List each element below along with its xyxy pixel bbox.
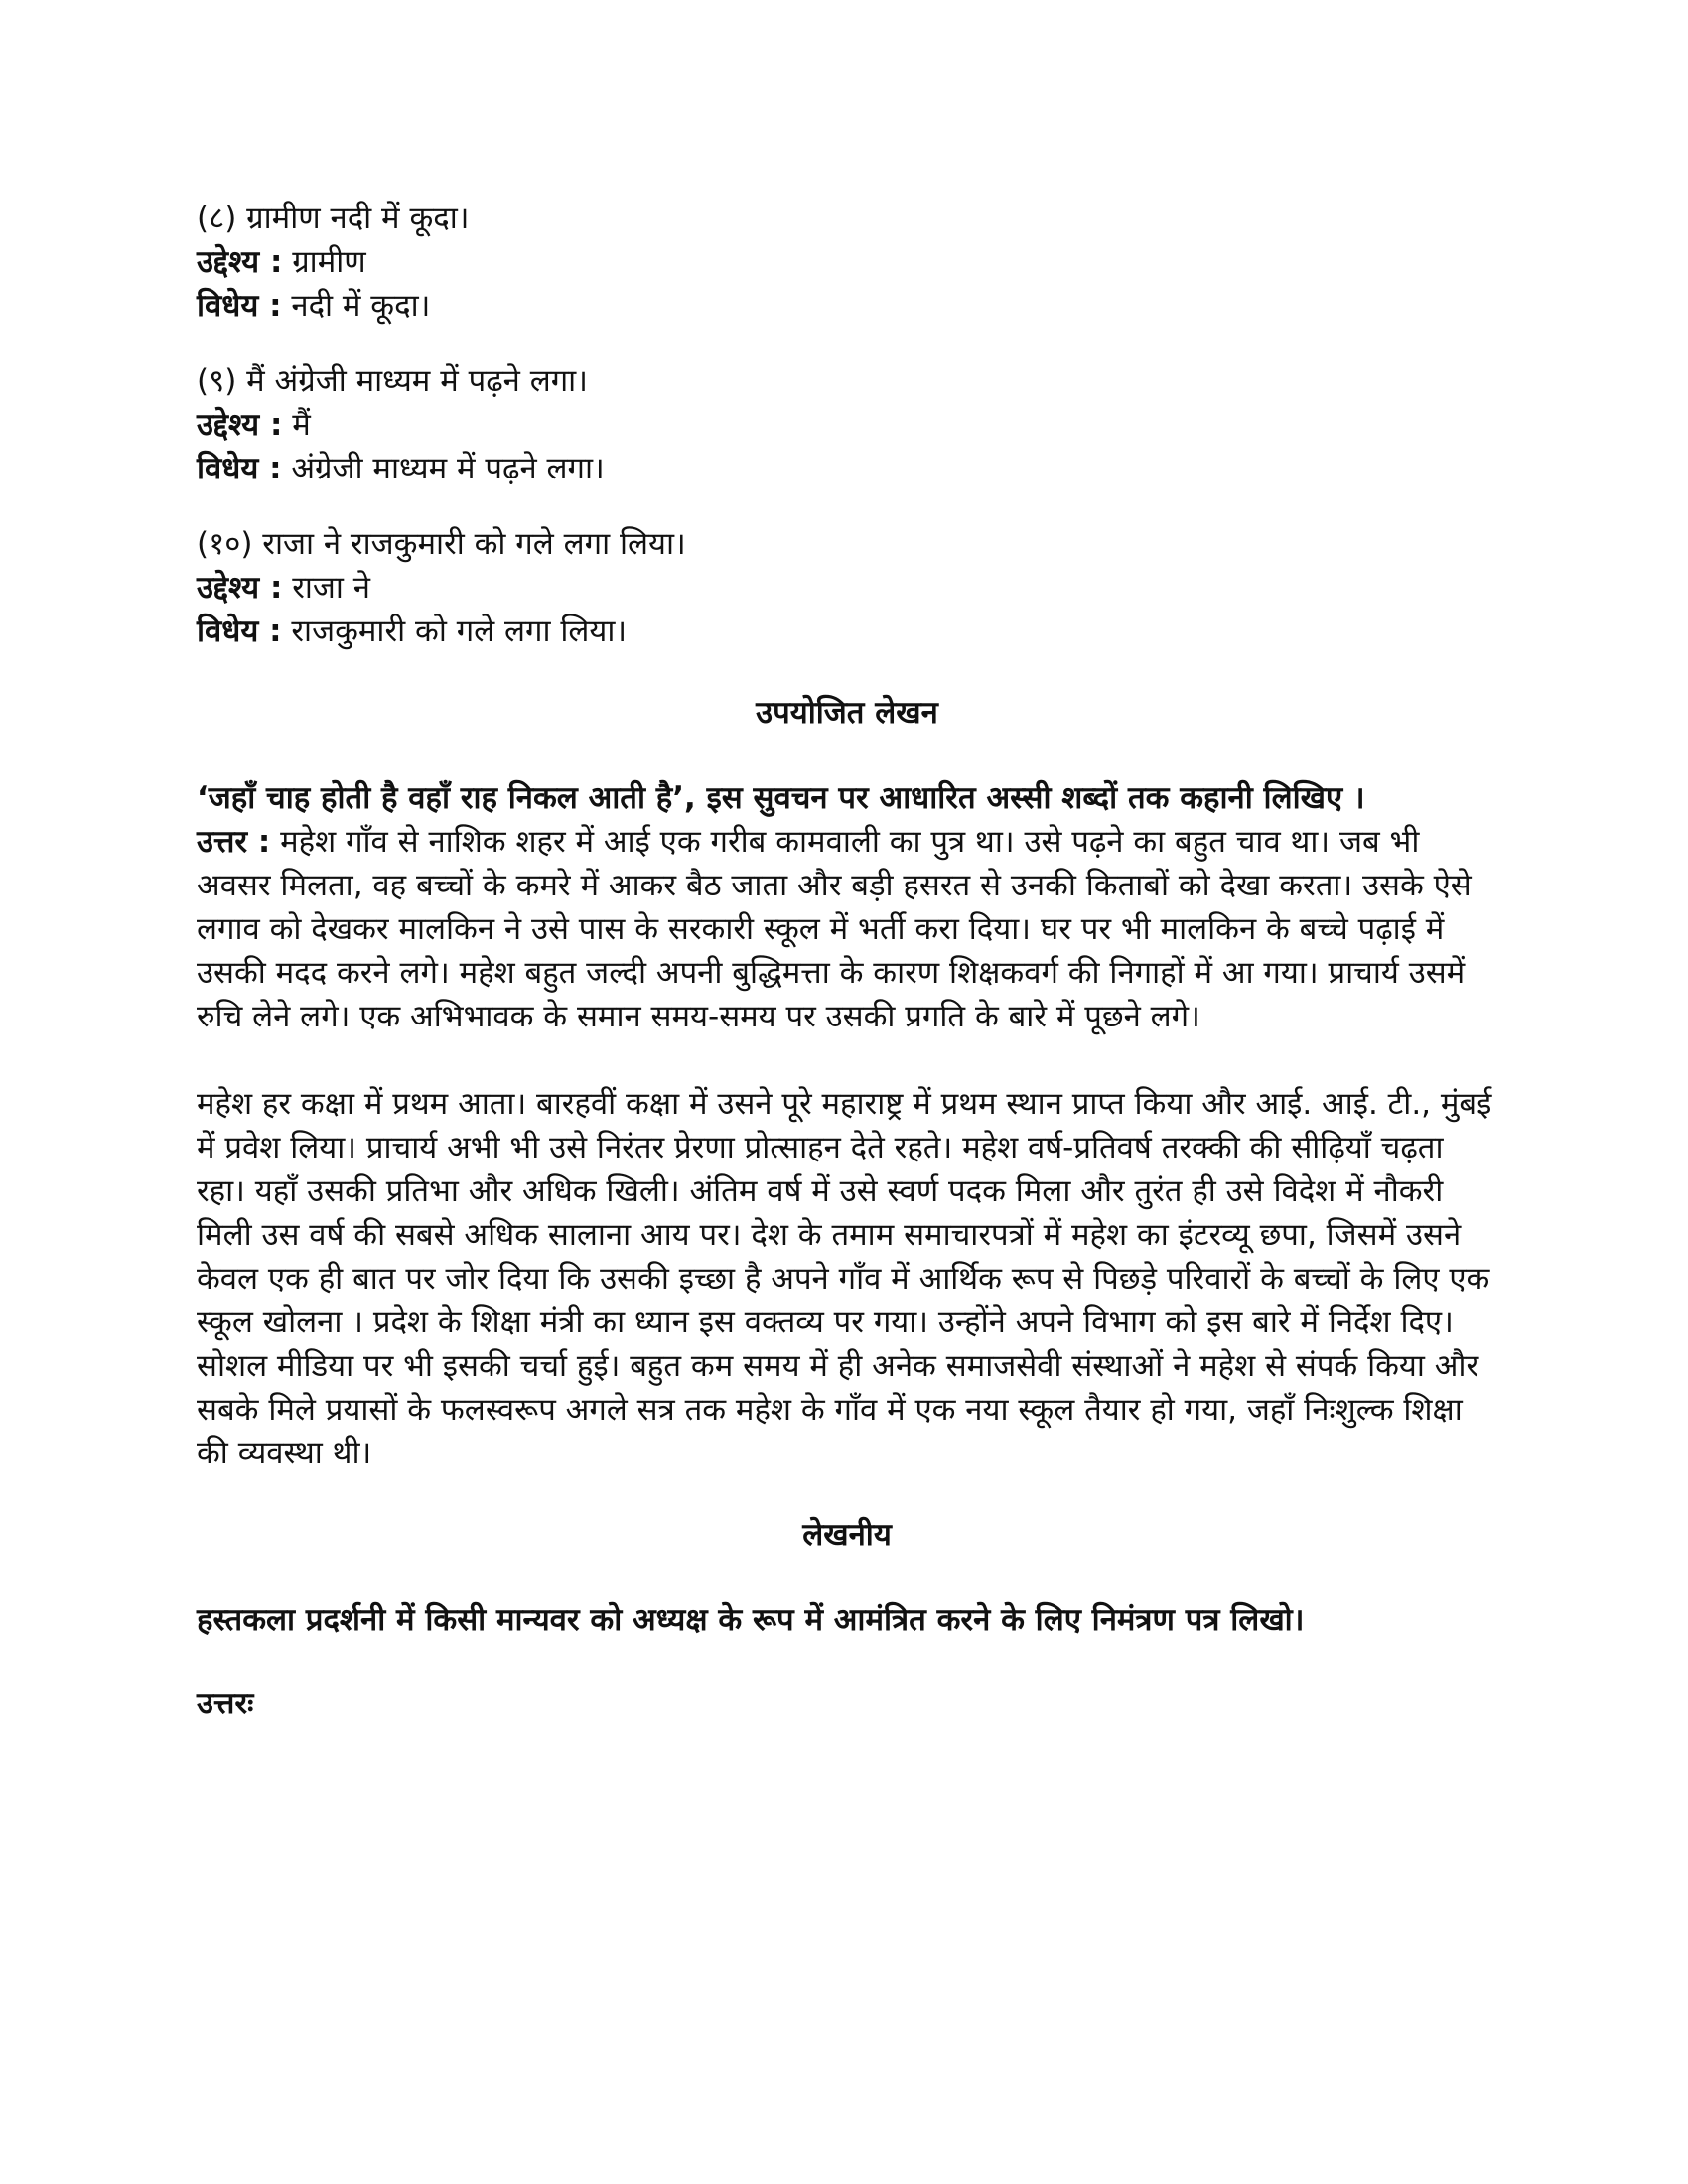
example-9 bbox=[197, 359, 1497, 490]
document-page bbox=[197, 197, 1497, 1725]
example-10 bbox=[197, 522, 1497, 653]
invitation-question: हस्तकला प्रदर्शनी में किसी मान्यवर को अध्यक्ष के रूप में आमंत्रित करने के लिए निमंत्रण पत्र लिखो। bbox=[197, 1602, 1305, 1638]
predicate-label: विधेय : bbox=[197, 614, 282, 649]
answer-text: महेश गाँव से नाशिक शहर में आई एक गरीब कामवाली का पुत्र था। उसे पढ़ने का बहुत चाव था। जब भी अवसर मिलता, वह बच्चों के कमरे में आकर बैठ जाता और बड़ी हसरत से उनकी किताबों को देखा करता। उसके ऐसे लगाव को देखकर मालकिन ने उसे पास के सरकारी स्कूल में भर्ती करा दिया। घर पर भी मालकिन के बच्चे पढ़ाई में उसकी मदद करने लगे। महेश बहुत जल्दी अपनी बुद्धिमत्ता के कारण शिक्षकवर्ग की निगाहों में आ गया। प्राचार्य उसमें रुचि लेने लगे। एक अभिभावक के समान समय-समय पर उसकी प्रगति के बारे में पूछने लगे। bbox=[197, 824, 1472, 1034]
predicate-line bbox=[197, 610, 1497, 653]
subject-line bbox=[197, 566, 1497, 610]
predicate-value: राजकुमारी को गले लगा लिया। bbox=[291, 614, 628, 649]
section-heading-writing: लेखनीय bbox=[802, 1517, 892, 1553]
subject-label: उद्देश्य : bbox=[197, 244, 283, 280]
predicate-line bbox=[197, 284, 1497, 328]
story-question: ‘जहाँ चाह होती है वहाँ राह निकल आती है’, इस सुवचन पर आधारित अस्सी शब्दों तक कहानी लिखिए । bbox=[197, 780, 1365, 816]
predicate-value: अंग्रेजी माध्यम में पढ़ने लगा। bbox=[291, 451, 605, 486]
subject-line bbox=[197, 240, 1497, 284]
example-sentence: (१०) राजा ने राजकुमारी को गले लगा लिया। bbox=[197, 526, 686, 562]
subject-line bbox=[197, 403, 1497, 447]
predicate-label: विधेय : bbox=[197, 451, 282, 486]
predicate-line bbox=[197, 447, 1497, 490]
predicate-value: नदी में कूदा। bbox=[291, 288, 431, 324]
answer-label: उत्तर : bbox=[197, 824, 271, 860]
example-8 bbox=[197, 197, 1497, 328]
predicate-label: विधेय : bbox=[197, 288, 282, 324]
example-sentence: (९) मैं अंग्रेजी माध्यम में पढ़ने लगा। bbox=[197, 363, 588, 399]
subject-value: ग्रामीण bbox=[292, 244, 366, 280]
subject-label: उद्देश्य : bbox=[197, 407, 283, 443]
subject-value: मैं bbox=[292, 407, 311, 443]
story-answer-paragraph-2: महेश हर कक्षा में प्रथम आता। बारहवीं कक्षा में उसने पूरे महाराष्ट्र में प्रथम स्थान प्राप्त किया और आई. आई. टी., मुंबई में प्रवेश लिया। प्राचार्य अभी भी उसे निरंतर प्रेरणा प्रोत्साहन देते रहते। महेश वर्ष-प्रतिवर्ष तरक्की की सीढ़ियाँ चढ़ता रहा। यहाँ उसकी प्रतिभा और अधिक खिली। अंतिम वर्ष में उसे स्वर्ण पदक मिला और तुरंत ही उसे विदेश में नौकरी मिली उस वर्ष की सबसे अधिक सालाना आय पर। देश के तमाम समाचारपत्रों में महेश का इंटरव्यू छपा, जिसमें उसने केवल एक ही बात पर जोर दिया कि उसकी इच्छा है अपने गाँव में आर्थिक रूप से पिछड़े परिवारों के बच्चों के लिए एक स्कूल खोलना । प्रदेश के शिक्षा मंत्री का ध्यान इस वक्तव्य पर गया। उन्होंने अपने विभाग को इस बारे में निर्देश दिए। सोशल मीडिया पर भी इसकी चर्चा हुई। बहुत कम समय में ही अनेक समाजसेवी संस्थाओं ने महेश से संपर्क किया और सबके मिले प्रयासों के फलस्वरूप अगले सत्र तक महेश के गाँव में एक नया स्कूल तैयार हो गया, जहाँ निःशुल्क शिक्षा की व्यवस्था थी। bbox=[197, 1086, 1492, 1471]
invitation-answer-label: उत्तरः bbox=[197, 1686, 254, 1721]
subject-label: उद्देश्य : bbox=[197, 570, 283, 606]
example-sentence: (८) ग्रामीण नदी में कूदा। bbox=[197, 201, 470, 236]
subject-value: राजा ने bbox=[292, 570, 371, 606]
story-answer-paragraph-1 bbox=[197, 820, 1497, 1038]
section-heading-applied-writing: उपयोजित लेखन bbox=[756, 695, 938, 731]
